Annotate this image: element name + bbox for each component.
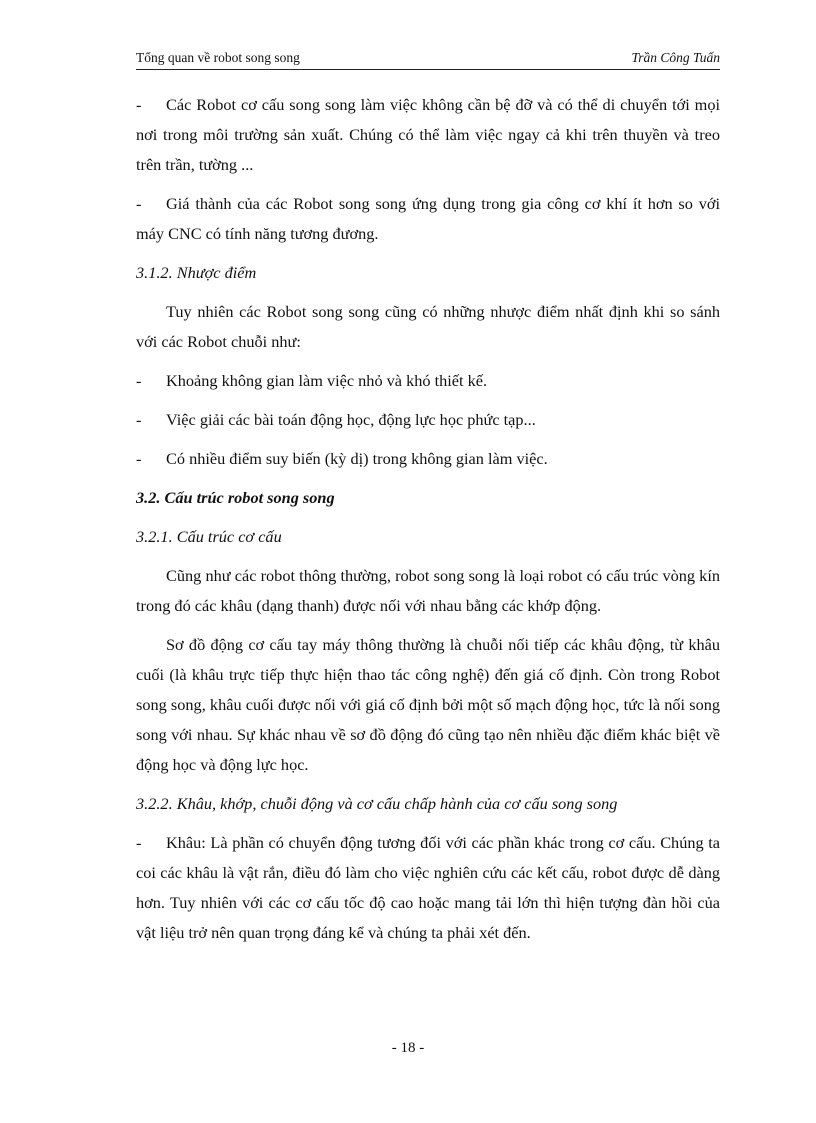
paragraph-structure: Cũng như các robot thông thường, robot song song là loại robot có cấu trúc vòng kín trong đó các khâu (dạng thanh) được nối với nhau bằng các khớp động. — [136, 566, 720, 615]
paragraph-text: Các Robot cơ cấu song song làm việc không cần bệ đỡ và có thể di chuyển tới mọi nơi trong môi trường sản xuất. Chúng có thể làm việc ngay cả khi trên thuyền và treo trên trần, tường ... — [136, 95, 720, 174]
bullet-paragraph-mobility — [136, 90, 720, 180]
bullet-paragraph-cost — [136, 189, 720, 249]
page-number: - 18 - — [391, 1040, 425, 1056]
bullet-item-kinematics — [136, 405, 720, 435]
bullet-item-singularities — [136, 444, 720, 474]
bullet-dash: - — [136, 194, 142, 213]
heading-3-2-1: 3.2.1. Cấu trúc cơ cấu — [136, 527, 282, 546]
heading-3-2: 3.2. Cấu trúc robot song song — [136, 488, 335, 507]
bullet-dash: - — [136, 410, 142, 429]
heading-3-2-2: 3.2.2. Khâu, khớp, chuỗi động và cơ cấu chấp hành của cơ cấu song song — [136, 794, 618, 813]
bullet-paragraph-link — [136, 828, 720, 948]
paragraph-text: Giá thành của các Robot song song ứng dụng trong gia công cơ khí ít hơn so với máy CNC có tính năng tương đương. — [136, 194, 720, 243]
paragraph-kinematic-diagram: Sơ đồ động cơ cấu tay máy thông thường là chuỗi nối tiếp các khâu động, từ khâu cuối (là khâu trực tiếp thực hiện thao tác công nghệ) đến giá cố định. Còn trong Robot song song, khâu cuối được nối với giá cố định bởi một số mạch động học, tức là nối song song với nhau. Sự khác nhau về sơ đồ động đó cũng tạo nên nhiều đặc điểm khác biệt về động học và động lực học. — [136, 635, 720, 774]
bullet-text: Có nhiều điểm suy biến (kỳ dị) trong không gian làm việc. — [166, 449, 548, 468]
bullet-text: Khoảng không gian làm việc nhỏ và khó thiết kế. — [166, 371, 488, 390]
bullet-text: Việc giải các bài toán động học, động lực học phức tạp... — [166, 410, 536, 429]
bullet-dash: - — [136, 449, 142, 468]
page-header — [136, 50, 720, 70]
paragraph-text: Khâu: Là phần có chuyển động tương đối với các phần khác trong cơ cấu. Chúng ta coi các khâu là vật rắn, điều đó làm cho việc nghiên cứu các kết cấu, robot được dễ dàng hơn. Tuy nhiên với các cơ cấu tốc độ cao hoặc mang tải lớn thì hiện tượng đàn hồi của vật liệu trở nên quan trọng đáng kể và chúng ta phải xét đến. — [136, 833, 720, 942]
bullet-dash: - — [136, 371, 142, 390]
bullet-dash: - — [136, 95, 142, 114]
bullet-dash: - — [136, 833, 142, 852]
document-body — [136, 90, 720, 948]
bullet-item-workspace — [136, 366, 720, 396]
header-divider — [136, 69, 720, 70]
paragraph-disadvantages-intro: Tuy nhiên các Robot song song cũng có những nhược điểm nhất định khi so sánh với các Robot chuỗi như: — [136, 302, 720, 351]
heading-3-1-2: 3.1.2. Nhược điểm — [136, 263, 257, 282]
header-author: Trần Công Tuấn — [631, 50, 720, 65]
header-title: Tổng quan về robot song song — [136, 50, 300, 65]
